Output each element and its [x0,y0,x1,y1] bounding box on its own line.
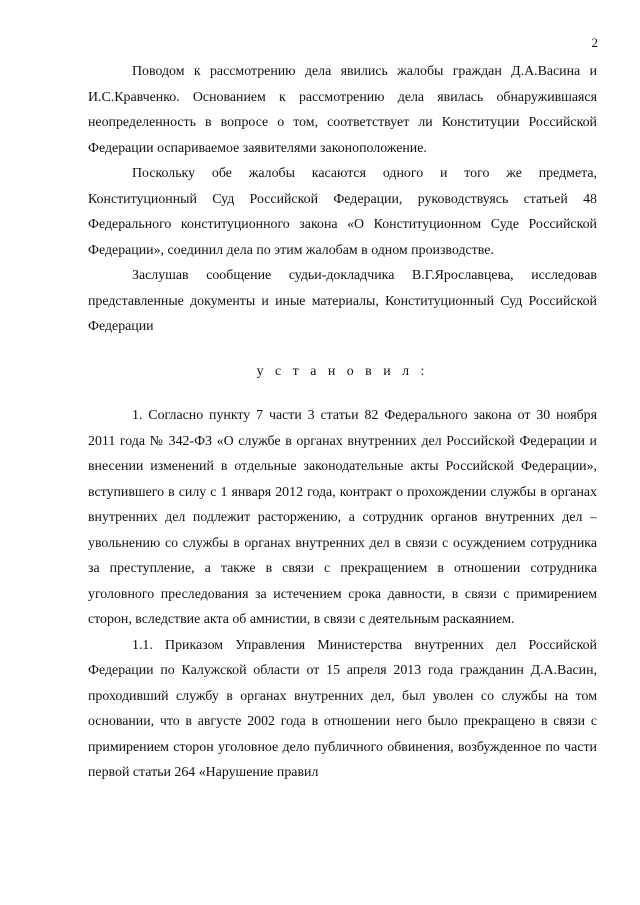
paragraph-grounds: Поводом к рассмотрению дела явились жалобы граждан Д.А.Васина и И.С.Кравченко. Основанием к рассмотрению дела явилась обнаружившаяся неопределенность в вопросе о том, соответствует ли Конституции Российской Федерации оспариваемое заявителями законоположение. [88,64,597,156]
paragraph-hearing: Заслушав сообщение судьи-докладчика В.Г.Ярославцева, исследовав представленные документы и иные материалы, Конституционный Суд Российской Федерации [88,268,597,334]
page-number: 2 [591,35,598,50]
section-heading: у с т а н о в и л : [256,363,429,379]
document-body [88,59,597,786]
paragraph-joinder: Поскольку обе жалобы касаются одного и того же предмета, Конституционный Суд Российской Федерации, руководствуясь статьей 48 Федерального конституционного закона «О Конституционном Суде Российской Федерации», соединил дела по этим жалобам в одном производстве. [88,166,597,258]
paragraph-case-vasin: 1.1. Приказом Управления Министерства внутренних дел Российской Федерации по Калужской области от 15 апреля 2013 года гражданин Д.А.Васин, проходивший службу в органах внутренних дел, был уволен со службы на том основании, что в августе 2002 года в отношении него было прекращено в связи с примирением сторон уголовное дело публичного обвинения, возбужденное по части первой статьи 264 «Нарушение правил [88,637,597,780]
paragraph-law-provision: 1. Согласно пункту 7 части 3 статьи 82 Федерального закона от 30 ноября 2011 года № 342-ФЗ «О службе в органах внутренних дел Российской Федерации и внесении изменений в отдельные законодательные акты Российской Федерации», вступившего в силу с 1 января 2012 года, контракт о прохождении службы в органах внутренних дел подлежит расторжению, а сотрудник органов внутренних дел – увольнению со службы в органах внутренних дел в связи с осуждением сотрудника за преступление, а также в связи с прекращением в отношении сотрудника уголовного преследования за истечением срока давности, в связи с примирением сторон, вследствие акта об амнистии, в связи с деятельным раскаянием. [88,408,597,627]
